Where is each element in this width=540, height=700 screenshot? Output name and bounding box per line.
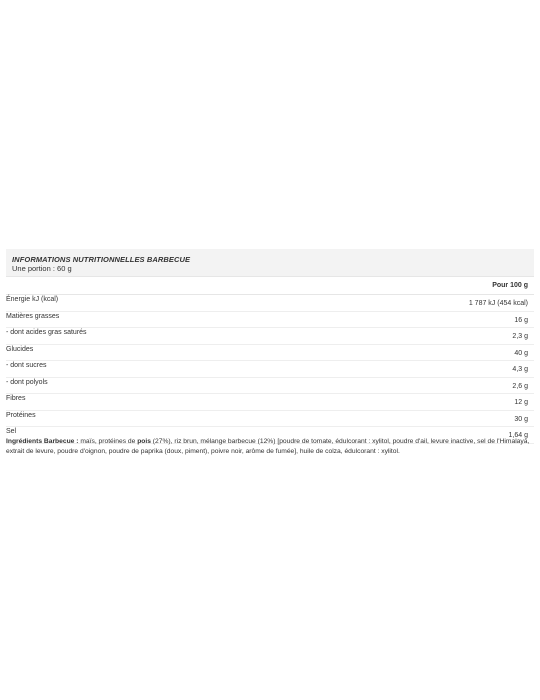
table-row-polyols (6, 378, 534, 395)
ingredients-part-1: maïs, protéines de (78, 438, 138, 445)
row-value: 1,64 g (508, 432, 528, 439)
row-label: - dont sucres (6, 362, 47, 369)
row-value: 12 g (514, 399, 528, 406)
table-row-sugars (6, 361, 534, 378)
row-value: 1 787 kJ (454 kcal) (468, 300, 528, 307)
ingredients-label: Ingrédients Barbecue : (6, 438, 79, 445)
nutrition-header (6, 249, 534, 277)
row-value: 40 g (514, 349, 528, 357)
nutrition-title: INFORMATIONS NUTRITIONNELLES BARBECUE (12, 255, 191, 264)
ingredients-allergen-pois: pois (137, 438, 151, 445)
nutrition-panel (6, 249, 534, 444)
row-label: Fibres (6, 395, 26, 402)
row-label: - dont polyols (6, 378, 48, 386)
portion-size: Une portion : 60 g (12, 264, 72, 273)
row-label: - dont acides gras saturés (6, 329, 87, 336)
table-header-row (6, 277, 534, 295)
row-label: Sel (6, 428, 17, 435)
row-value: 2,3 g (512, 333, 528, 340)
row-label: Matières grasses (6, 312, 60, 320)
table-row-energy (6, 295, 534, 312)
row-value: 16 g (514, 316, 528, 324)
column-header-per-100g: Pour 100 g (492, 282, 528, 289)
table-row-fibres (6, 394, 534, 411)
table-row-carbohydrates (6, 345, 534, 362)
nutrition-table (6, 277, 534, 444)
ingredients-part-2: (27%), riz brun, mélange barbecue (12%) [poudre de tomate, édulcorant : xylitol, poudre d'ail, levure inactive, sel de l'Himalaya, extrait de levure, poudre d'oignon, poudre de paprika (doux, piment), poivre noir, arôme de fumée], huile de colza, édulcorant : xylitol. (6, 438, 530, 455)
row-value: 30 g (514, 415, 528, 423)
table-row-saturated-fat (6, 328, 534, 345)
row-value: 2,6 g (512, 382, 528, 390)
table-row-fat (6, 312, 534, 329)
table-row-protein (6, 411, 534, 428)
row-value: 4,3 g (512, 366, 528, 373)
row-label: Protéines (6, 411, 36, 419)
ingredients-text (6, 437, 536, 457)
row-label: Énergie kJ (kcal) (6, 296, 59, 303)
row-label: Glucides (6, 345, 34, 353)
